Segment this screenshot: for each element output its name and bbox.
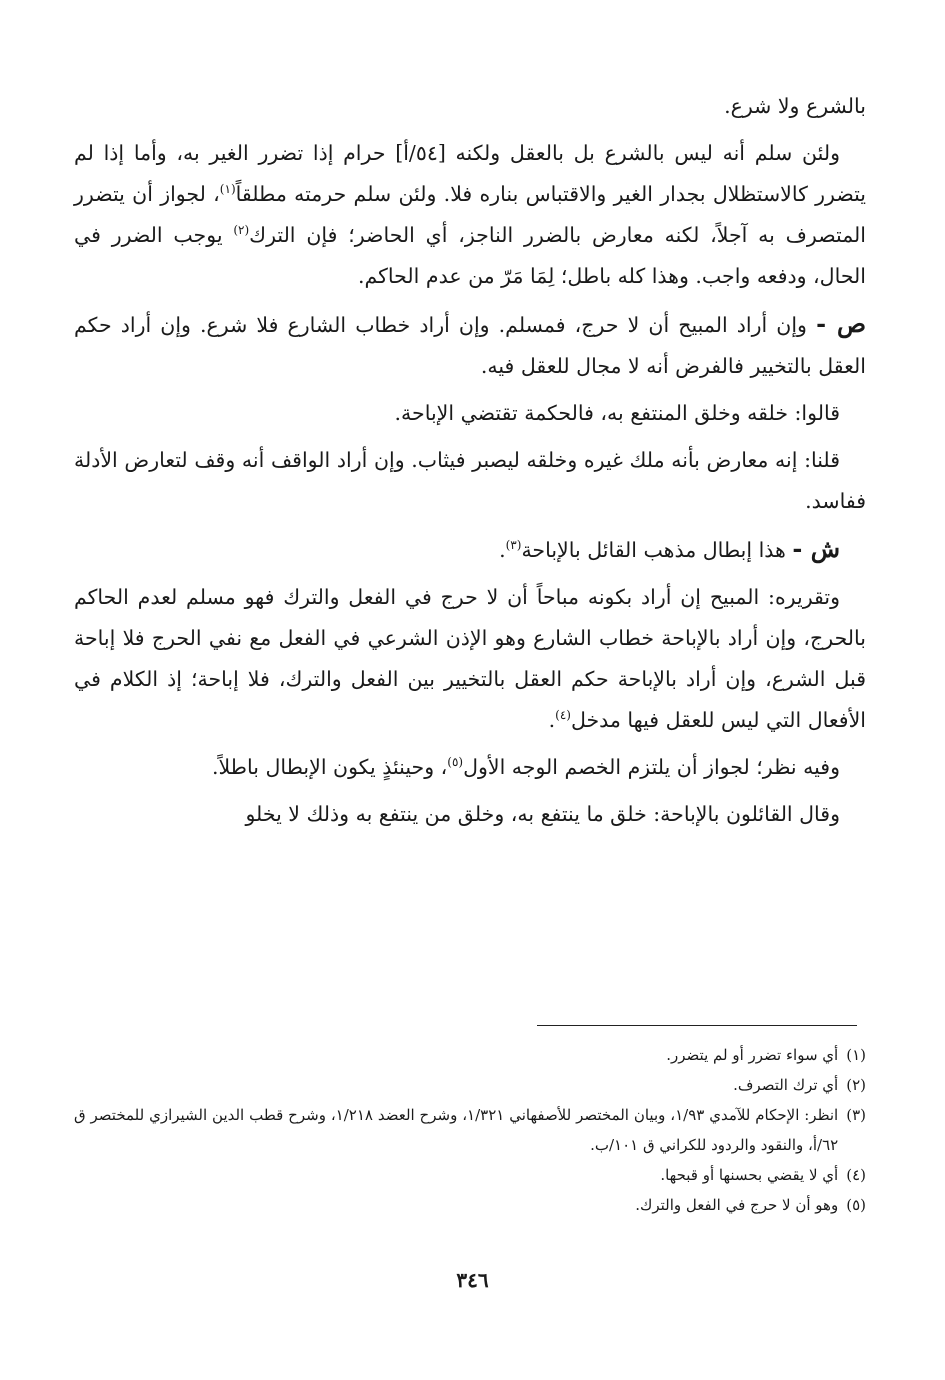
paragraph-3 xyxy=(74,303,866,387)
paragraph-1-text: بالشرع ولا شرع. xyxy=(724,94,866,118)
paragraph-9-text: وقال القائلون بالإباحة: خلق ما ينتفع به، وخلق من ينتفع به وذلك لا يخلو xyxy=(245,802,840,826)
paragraph-5-text: قلنا: إنه معارض بأنه ملك غيره وخلقه ليصبر فيثاب. وإن أراد الواقف أنه وقف لتعارض الأدلة ففاسد. xyxy=(74,448,866,513)
footnote-number: (٥) xyxy=(846,1196,866,1214)
text-marker-sad: ص - xyxy=(816,309,866,338)
paragraph-2 xyxy=(74,133,866,297)
paragraph-4 xyxy=(74,393,866,434)
paragraph-9 xyxy=(74,794,866,835)
footnote-text: أي لا يقضي بحسنها أو قبحها. xyxy=(660,1166,839,1184)
paragraph-6-end: . xyxy=(499,538,506,562)
footnote-3 xyxy=(74,1100,866,1160)
paragraph-4-text: قالوا: خلقه وخلق المنتفع به، فالحكمة تقتضي الإباحة. xyxy=(394,401,840,425)
footnote-ref-1[interactable]: (١) xyxy=(219,182,236,197)
footnote-text: انظر: الإحكام للآمدي ١/٩٣، وبيان المختصر للأصفهاني ١/٣٢١، وشرح العضد ١/٢١٨، وشرح قطب الدين الشيرازي للمختصر ق ٦٢/أ، والنقود والردود للكراني ق ١٠١/ب. xyxy=(74,1106,839,1154)
paragraph-6 xyxy=(74,528,866,571)
footnote-number: (٣) xyxy=(846,1106,866,1124)
footnote-separator xyxy=(537,1025,857,1026)
page-number: ٣٤٦ xyxy=(456,1268,489,1292)
paragraph-7 xyxy=(74,577,866,741)
footnote-text: أي سواء تضرر أو لم يتضرر. xyxy=(666,1046,839,1064)
paragraph-2-text-a: ولئن سلم أنه ليس بالشرع بل بالعقل ولكنه [٥٤/أ] حرام إذا تضرر الغير به، وأما إذا لم يتضرر كالاستظلال بجدار الغير والاقتباس بناره فلا. ولئن سلم حرمته مطلقاً xyxy=(74,141,866,206)
page-body xyxy=(74,86,866,841)
footnote-ref-2[interactable]: (٢) xyxy=(233,223,250,238)
commentary-marker-shin: ش - xyxy=(792,534,840,563)
paragraph-7-end: . xyxy=(548,708,556,732)
paragraph-1 xyxy=(74,86,866,127)
paragraph-7-text: وتقريره: المبيح إن أراد بكونه مباحاً أن لا حرج في الفعل والترك فهو مسلم لعدم الحاكم بالحرج، وإن أراد بالإباحة خطاب الشارع وهو الإذن الشرعي في الفعل مع نفي الحرج فلا إباحة قبل الشرع، وإن أراد بالإباحة حكم العقل بالتخيير بين الفعل والترك، فلا إباحة؛ إذ الكلام في الأفعال التي ليس للعقل فيها مدخل xyxy=(74,585,866,732)
paragraph-8-text-a: وفيه نظر؛ لجواز أن يلتزم الخصم الوجه الأول xyxy=(463,755,840,779)
footnote-ref-3[interactable]: (٣) xyxy=(505,538,522,553)
paragraph-3-text: وإن أراد المبيح أن لا حرج، فمسلم. وإن أراد خطاب الشارع فلا شرع. وإن أراد حكم العقل بالتخيير فالفرض أنه لا مجال للعقل فيه. xyxy=(74,313,866,378)
footnote-2 xyxy=(74,1070,866,1100)
paragraph-2-text-b: ، لجواز أن يتضرر المتصرف به آجلاً، لكنه معارض بالضرر الناجز، أي الحاضر؛ فإن الترك xyxy=(74,182,866,247)
footnote-1 xyxy=(74,1040,866,1070)
footnote-number: (١) xyxy=(846,1046,866,1064)
footnote-4 xyxy=(74,1160,866,1190)
paragraph-5 xyxy=(74,440,866,522)
footnote-5 xyxy=(74,1190,866,1220)
footnote-text: أي ترك التصرف. xyxy=(733,1076,839,1094)
footnote-ref-5[interactable]: (٥) xyxy=(447,755,464,770)
footnotes xyxy=(74,1040,866,1220)
footnote-text: وهو أن لا حرج في الفعل والترك. xyxy=(635,1196,839,1214)
paragraph-6-text: هذا إبطال مذهب القائل بالإباحة xyxy=(521,538,793,562)
paragraph-8 xyxy=(74,747,866,788)
footnote-ref-4[interactable]: (٤) xyxy=(555,708,571,723)
paragraph-2-text-c: يوجب الضرر في الحال، ودفعه واجب. وهذا كله باطل؛ لِمَا مَرّ من عدم الحاكم. xyxy=(74,223,866,288)
paragraph-8-text-b: ، وحينئذٍ يكون الإبطال باطلاً. xyxy=(211,755,448,779)
footnote-number: (٤) xyxy=(846,1166,866,1184)
footnote-number: (٢) xyxy=(846,1076,866,1094)
